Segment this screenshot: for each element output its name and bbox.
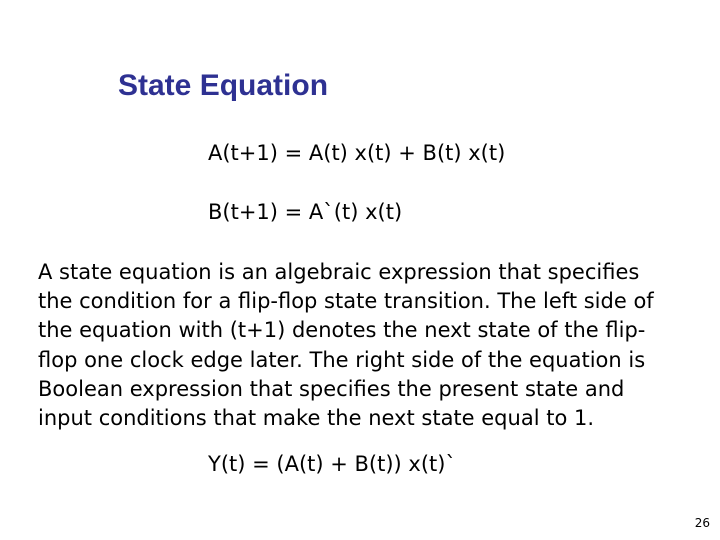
state-equation-b: B(t+1) = A`(t) x(t) bbox=[208, 200, 403, 224]
page-number: 26 bbox=[694, 516, 710, 530]
slide-title: State Equation bbox=[118, 69, 329, 102]
paragraph-line: the condition for a flip-flop state transition. The left side of bbox=[38, 289, 654, 314]
paragraph-line: the equation with (t+1) denotes the next state of the flip- bbox=[38, 318, 646, 343]
paragraph-line: A state equation is an algebraic expression that specifies bbox=[38, 260, 640, 284]
description-paragraph bbox=[38, 258, 688, 433]
paragraph-line: input conditions that make the next state equal to 1. bbox=[38, 406, 594, 431]
state-equation-a: A(t+1) = A(t) x(t) + B(t) x(t) bbox=[208, 141, 506, 165]
paragraph-line: Boolean expression that specifies the present state and bbox=[38, 376, 625, 401]
output-equation-y: Y(t) = (A(t) + B(t)) x(t)` bbox=[208, 452, 456, 476]
paragraph-line: flop one clock edge later. The right side of the equation is bbox=[38, 347, 646, 372]
